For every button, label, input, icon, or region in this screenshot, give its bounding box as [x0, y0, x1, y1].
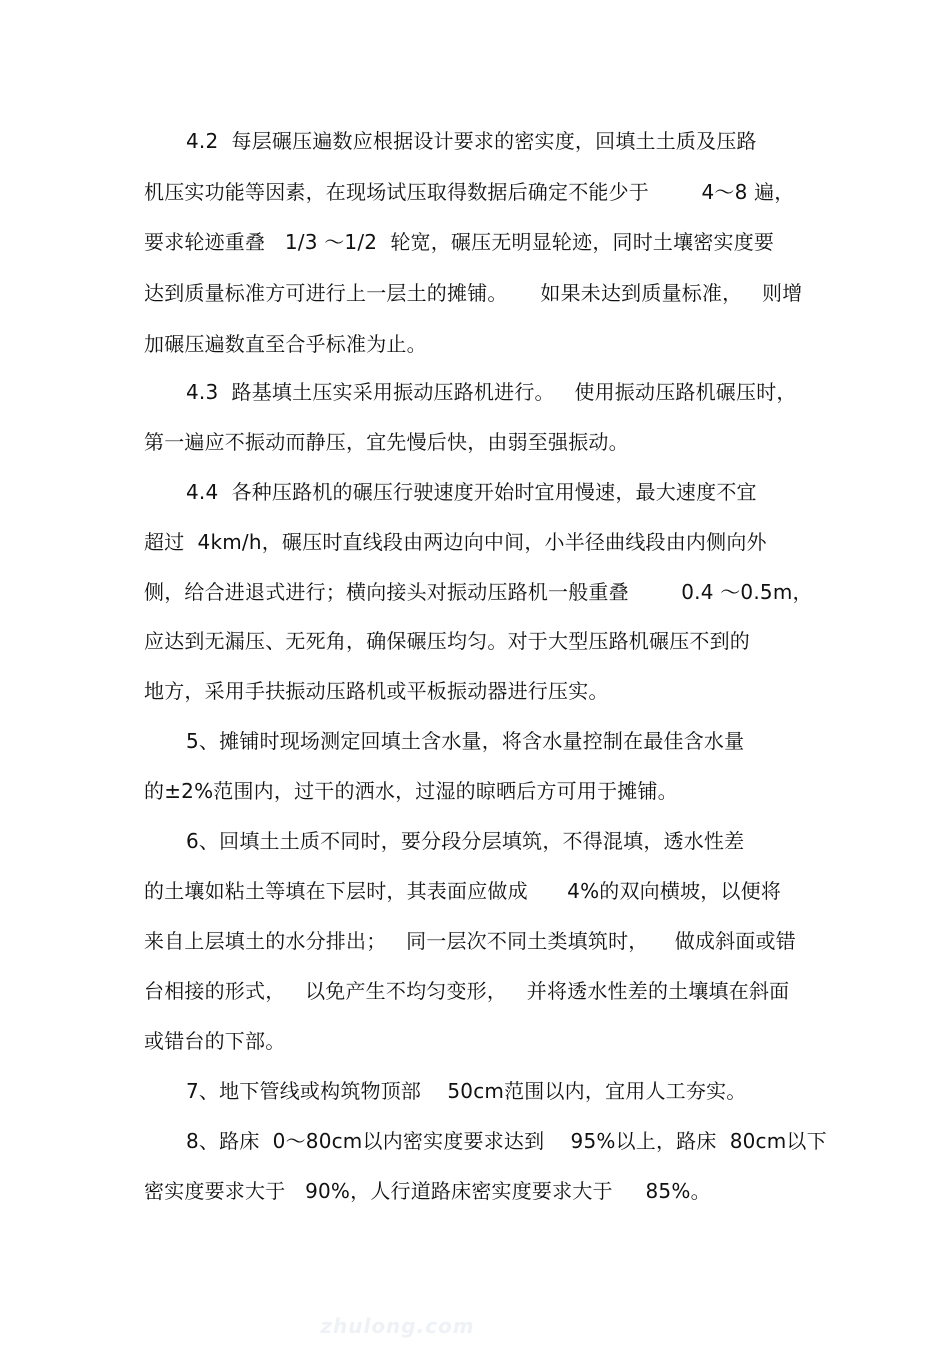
text-line: 4.3 路基填土压实采用振动压路机进行。 使用振动压路机碾压时， — [186, 380, 797, 404]
text-line: 7、地下管线或构筑物顶部 50cm范围以内，宜用人工夯实。 — [186, 1079, 747, 1103]
text-line: 的±2%范围内，过干的洒水，过湿的晾晒后方可用于摊铺。 — [144, 779, 678, 803]
text-line: 的土壤如粘土等填在下层时，其表面应做成 4%的双向横坡，以便将 — [144, 879, 782, 903]
text-line: 地方，采用手扶振动压路机或平板振动器进行压实。 — [144, 679, 609, 703]
text-line: 6、回填土土质不同时，要分段分层填筑，不得混填，透水性差 — [186, 829, 745, 853]
text-line: 4.2 每层碾压遍数应根据设计要求的密实度，回填土土质及压路 — [186, 129, 757, 153]
text-line: 密实度要求大于 90%，人行道路床密实度要求大于 85%。 — [144, 1179, 711, 1203]
text-line: 来自上层填土的水分排出； 同一层次不同土类填筑时， 做成斜面或错 — [144, 929, 796, 953]
text-line: 4.4 各种压路机的碾压行驶速度开始时宜用慢速，最大速度不宜 — [186, 480, 757, 504]
text-line: 机压实功能等因素，在现场试压取得数据后确定不能少于 4～8 遍， — [144, 180, 795, 204]
text-line: 要求轮迹重叠 1/3 ～1/2 轮宽，碾压无明显轮迹，同时土壤密实度要 — [144, 230, 775, 254]
text-line: 5、摊铺时现场测定回填土含水量，将含水量控制在最佳含水量 — [186, 729, 745, 753]
text-line: 侧，给合进退式进行；横向接头对振动压路机一般重叠 0.4 ～0.5m， — [144, 580, 813, 604]
text-line: 超过 4km/h，碾压时直线段由两边向中间，小半径曲线段由内侧向外 — [144, 530, 767, 554]
text-line: 第一遍应不振动而静压，宜先慢后快，由弱至强振动。 — [144, 430, 629, 454]
text-line: 或错台的下部。 — [144, 1029, 286, 1053]
text-line: 达到质量标准方可进行上一层土的摊铺。 如果未达到质量标准， 则增 — [144, 281, 803, 305]
text-line: 8、路床 0～80cm以内密实度要求达到 95%以上，路床 80cm以下 — [186, 1129, 827, 1153]
watermark-logo: zhulong.com — [320, 1314, 475, 1338]
text-line: 台相接的形式， 以免产生不均匀变形， 并将透水性差的土壤填在斜面 — [144, 979, 790, 1003]
text-line: 应达到无漏压、无死角，确保碾压均匀。对于大型压路机碾压不到的 — [144, 629, 750, 653]
text-line: 加碾压遍数直至合乎标准为止。 — [144, 332, 427, 356]
